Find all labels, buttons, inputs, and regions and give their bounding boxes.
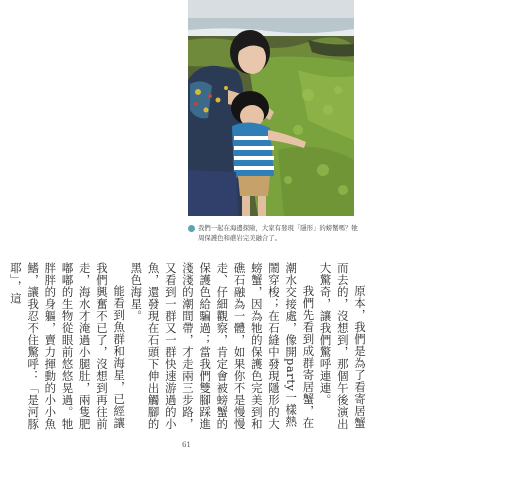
seaside-photo [188,0,354,216]
caption-bullet-icon [188,225,195,232]
page-number: 61 [182,441,191,449]
photo-caption [188,223,358,243]
paragraph: 能看到魚群和海星，已經讓我們興奮不已了，沒想到再往前走，海水才淹過小腿肚，兩隻肥嘟嘟的生物從眼前悠悠晃過。牠胖胖的身軀，賣力揮動的小小魚鰭，讓我忍不住驚呼：「是河豚耶」，這 [8,262,127,430]
paragraph: 原本，我們是為了看寄居蟹而去的，沒想到，那個午後演出大驚奇，讓我們驚呼連連。 [318,262,367,430]
paragraph: 我們先看到成群寄居蟹，在潮水交接處，像開party一樣熱鬧穿梭；在石縫中發現隱形的大螃蟹，因為牠的保護色完美到和礁石融為一體，如果你不是慢慢走、仔細觀察，肯定會被螃蟹的保護色給騙過；當我們雙腳踩進淺淺的潮間帶，才走兩三步路，又看到一群又一群快速游過的小魚，還發現在石頭下伸出觸腳的黑色海星。 [129,262,316,430]
body-text [8,262,368,432]
caption-text: 我們一起在海邊探險，大家有發現「隱形」的螃蟹嗎？牠周保護色和礁岩完美融合了。 [198,224,358,242]
